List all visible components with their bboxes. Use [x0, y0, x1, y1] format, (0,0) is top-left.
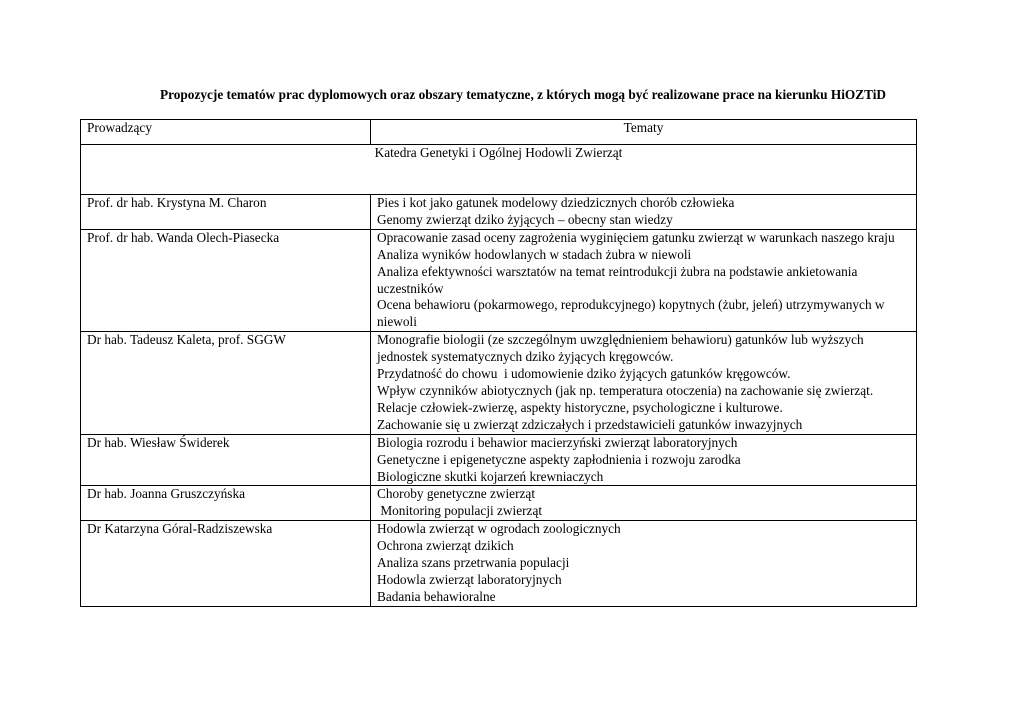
topic-item: Zachowanie się u zwierząt zdziczałych i przedstawicieli gatunków inwazyjnych: [377, 416, 803, 432]
topic-item: Wpływ czynników abiotycznych (jak np. temperatura otoczenia) na zachowanie się zwierząt.: [377, 382, 874, 398]
topic-item: Pies i kot jako gatunek modelowy dziedzicznych chorób człowieka: [377, 195, 735, 210]
topic-item: Badania behawioralne: [377, 588, 496, 604]
table-body: [81, 145, 917, 607]
topic-item: Hodowla zwierząt w ogrodach zoologicznych: [377, 521, 621, 537]
supervisor-cell: Dr hab. Wiesław Świderek: [81, 434, 371, 486]
topic-item: Biologiczne skutki kojarzeń krewniaczych: [377, 468, 604, 484]
table-row: [81, 229, 917, 331]
topic-item: Choroby genetyczne zwierząt: [377, 486, 536, 502]
table-row: [81, 195, 917, 230]
topic-item: Biologia rozrodu i behawior macierzyński zwierząt laboratoryjnych: [377, 434, 738, 450]
topic-item: Przydatność do chowu i udomowienie dziko żyjących gatunków kręgowców.: [377, 366, 791, 382]
section-row: [81, 145, 917, 195]
topics-cell: [371, 229, 917, 331]
topics-cell: [371, 486, 917, 521]
supervisor-cell: Dr hab. Joanna Gruszczyńska: [81, 486, 371, 521]
topic-item: Ochrona zwierząt dzikich: [377, 538, 514, 554]
topics-table: [80, 119, 917, 607]
page-title: Propozycje tematów prac dyplomowych oraz obszary tematyczne, z których mogą być realizowane prace na kierunku HiOZTiD: [159, 87, 887, 102]
supervisor-cell: Prof. dr hab. Krystyna M. Charon: [81, 195, 371, 230]
topics-cell: [371, 332, 917, 434]
topic-item: Ocena behawioru (pokarmowego, reprodukcyjnego) kopytnych (żubr, jeleń) utrzymywanych w niewoli: [377, 297, 888, 330]
topic-item: Opracowanie zasad oceny zagrożenia wyginięciem gatunku zwierząt w warunkach naszego kraju: [377, 229, 895, 245]
topic-item: Monitoring populacji zwierząt: [377, 503, 543, 519]
table-row: [81, 486, 917, 521]
topics-cell: [371, 195, 917, 230]
topic-item: Analiza efektywności warsztatów na temat reintrodukcji żubra na podstawie ankietowania uczestników: [377, 263, 861, 296]
supervisor-cell: Dr Katarzyna Góral-Radziszewska: [81, 521, 371, 607]
topic-item: Analiza szans przetrwania populacji: [377, 555, 570, 571]
topics-cell: [371, 521, 917, 607]
table-row: [81, 521, 917, 607]
table-header-row: [81, 120, 917, 145]
column-header-supervisor: Prowadzący: [81, 120, 371, 145]
topic-item: Genetyczne i epigenetyczne aspekty zapłodnienia i rozwoju zarodka: [377, 451, 741, 467]
topic-item: Relacje człowiek-zwierzę, aspekty historyczne, psychologiczne i kulturowe.: [377, 399, 783, 415]
table-row: [81, 332, 917, 434]
supervisor-cell: Prof. dr hab. Wanda Olech-Piasecka: [81, 229, 371, 331]
topic-item: Analiza wyników hodowlanych w stadach żubra w niewoli: [377, 246, 692, 262]
supervisor-cell: Dr hab. Tadeusz Kaleta, prof. SGGW: [81, 332, 371, 434]
topics-cell: [371, 434, 917, 486]
topic-item: Monografie biologii (ze szczególnym uwzględnieniem behawioru) gatunków lub wyższych jednostek systematycznych dziko żyjących kręgowców.: [377, 332, 867, 365]
topic-item: Hodowla zwierząt laboratoryjnych: [377, 571, 562, 587]
section-title: Katedra Genetyki i Ogólnej Hodowli Zwierząt: [81, 145, 917, 195]
table-row: [81, 434, 917, 486]
topic-item: Genomy zwierząt dziko żyjących – obecny stan wiedzy: [377, 211, 673, 227]
column-header-topics: Tematy: [371, 120, 917, 145]
